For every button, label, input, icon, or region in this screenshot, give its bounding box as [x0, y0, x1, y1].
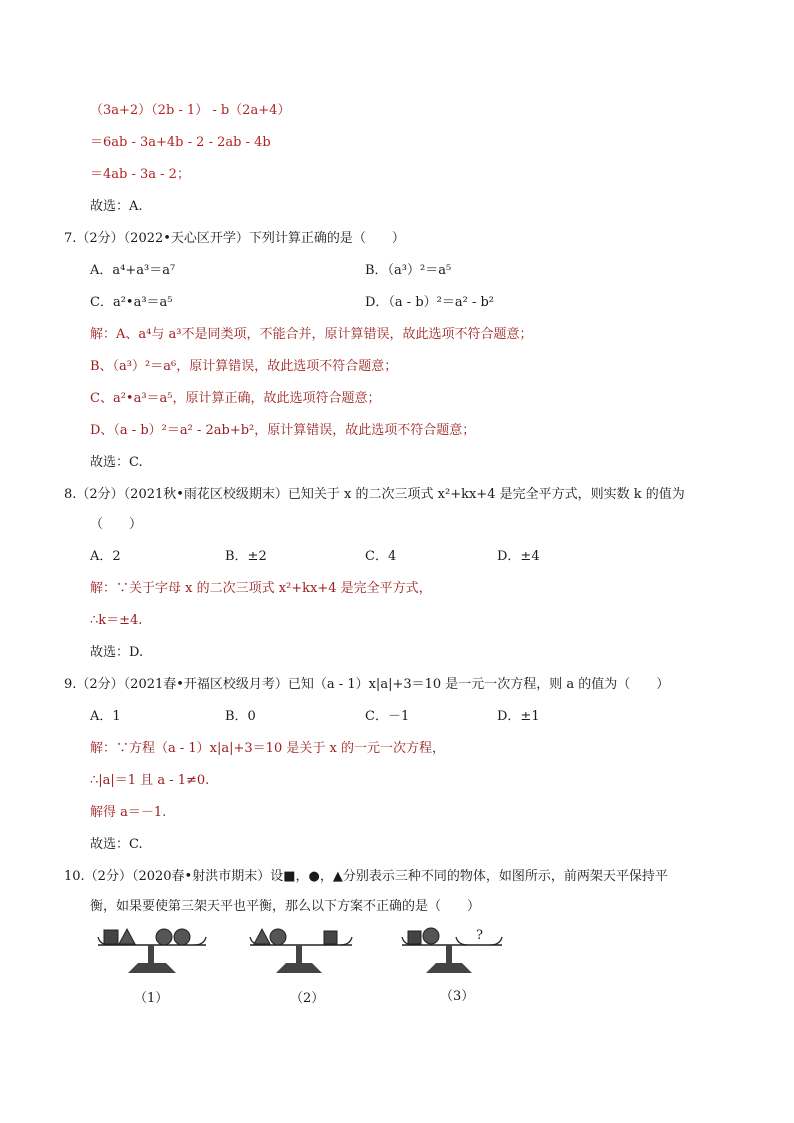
question10-stem-continued: 衡，如果要使第三架天平也平衡，那么以下方案不正确的是（ ）: [90, 899, 481, 914]
question7-option-c: C．a²•a³＝a⁵: [90, 295, 173, 310]
balance-scale-1: [92, 925, 216, 977]
question7-option-a: A．a⁴+a³＝a⁷: [90, 263, 176, 278]
figure-3-label: （3）: [440, 989, 475, 1004]
question7-solution-line3: C、a²•a³＝a⁵，原计算正确，故此选项符合题意；: [90, 391, 381, 406]
question9-option-c: C．－1: [365, 709, 410, 724]
question9-option-b: B．0: [225, 709, 256, 724]
question8-option-d: D．±4: [497, 549, 540, 564]
question7-solution-line1: 解：A、a⁴与 a³不是同类项，不能合并，原计算错误，故此选项不符合题意；: [90, 327, 533, 342]
solution6-answer: 故选：A.: [90, 199, 143, 214]
balance-scale-2: [244, 925, 358, 977]
square-object: [104, 930, 118, 944]
question9-solution-line3: 解得 a＝－1.: [90, 805, 167, 820]
question8-solution-line1: 解：∵关于字母 x 的二次三项式 x²+kx+4 是完全平方式，: [90, 581, 432, 596]
question8-answer: 故选：D.: [90, 645, 144, 660]
circle-object: [174, 929, 190, 945]
question10-stem: 10.（2分）（2020春•射洪市期末）设■，●，▲分别表示三种不同的物体，如图所示，前两架天平保持平: [64, 869, 668, 884]
balance-scale-3: [396, 925, 508, 977]
figure-2-label: （2）: [290, 991, 325, 1006]
triangle-object: [254, 929, 270, 944]
question9-option-a: A．1: [90, 709, 121, 724]
question9-solution-line2: ∴|a|＝1 且 a - 1≠0.: [90, 773, 210, 788]
unknown-weight-mark: ?: [476, 928, 483, 943]
circle-object: [270, 929, 286, 945]
question7-answer: 故选：C.: [90, 455, 143, 470]
question7-stem: 7.（2分）（2022•天心区开学）下列计算正确的是（ ）: [64, 231, 405, 246]
triangle-object: [119, 929, 135, 944]
solution6-line1: （3a+2）（2b - 1） - b（2a+4）: [90, 103, 291, 118]
solution6-line2: ＝6ab - 3a+4b - 2 - 2ab - 4b: [90, 135, 271, 150]
solution6-line3: ＝4ab - 3a - 2；: [90, 167, 190, 182]
question8-stem-continued: （ ）: [90, 517, 143, 532]
circle-object: [156, 929, 172, 945]
question8-stem: 8.（2分）（2021秋•雨花区校级期末）已知关于 x 的二次三项式 x²+kx+4 是完全平方式，则实数 k 的值为: [64, 487, 685, 502]
question9-stem: 9.（2分）（2021春•开福区校级月考）已知（a - 1）x|a|+3＝10 是一元一次方程，则 a 的值为（ ）: [64, 677, 670, 692]
figure-1-label: （1）: [134, 991, 169, 1006]
question7-option-b: B．（a³）²＝a⁵: [365, 263, 452, 278]
question8-solution-line2: ∴k＝±4.: [90, 613, 143, 628]
circle-object: [423, 928, 439, 944]
square-object: [408, 931, 421, 944]
question8-option-b: B．±2: [225, 549, 267, 564]
question9-option-d: D．±1: [497, 709, 540, 724]
question9-answer: 故选：C.: [90, 837, 143, 852]
square-object: [324, 931, 337, 944]
question7-solution-line4: D、（a - b）²＝a² - 2ab+b²，原计算错误，故此选项不符合题意；: [90, 423, 476, 438]
question8-option-c: C．4: [365, 549, 397, 564]
question9-solution-line1: 解：∵方程（a - 1）x|a|+3＝10 是关于 x 的一元一次方程，: [90, 741, 445, 756]
question7-option-d: D．（a - b）²＝a² - b²: [365, 295, 495, 310]
question7-solution-line2: B、（a³）²＝a⁶，原计算错误，故此选项不符合题意；: [90, 359, 398, 374]
question8-option-a: A．2: [90, 549, 121, 564]
